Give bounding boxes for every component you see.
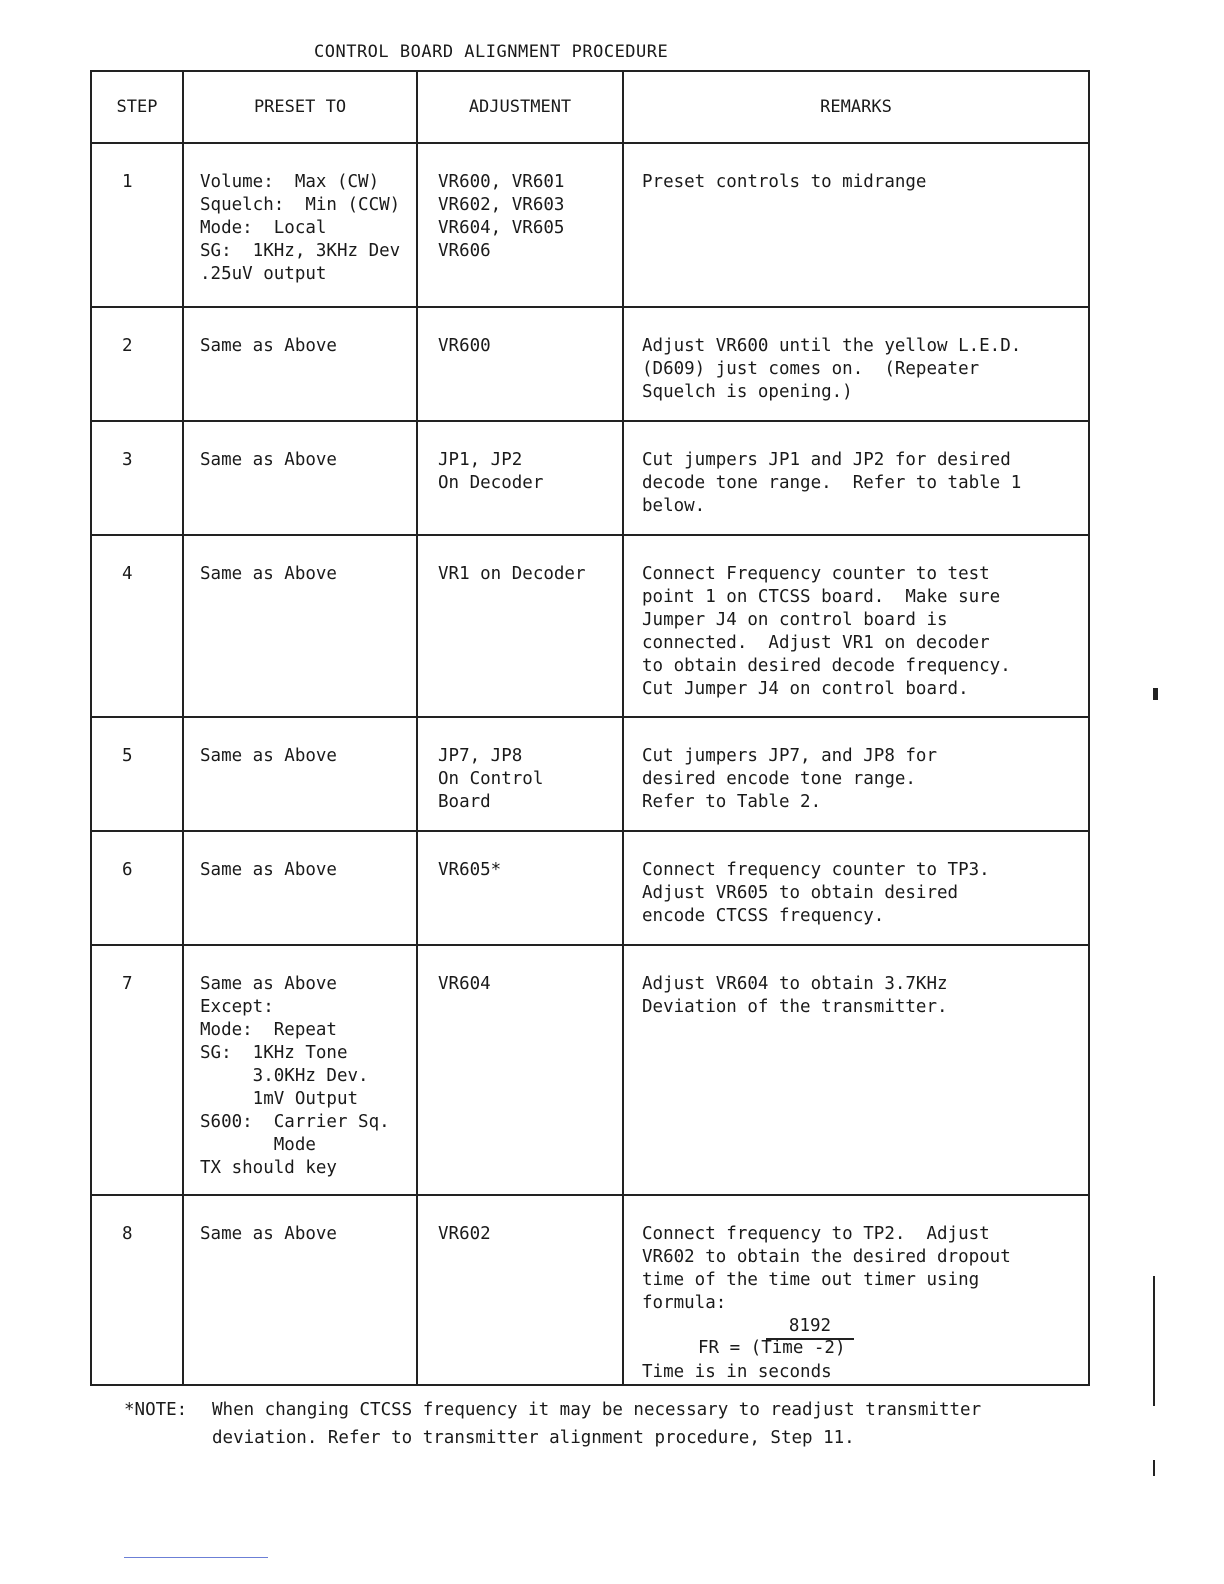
remarks-line: Connect frequency counter to TP3. [642,860,990,880]
alignment-table [90,70,1090,1386]
adjustment-cell [417,831,623,945]
adjustment-cell [417,421,623,535]
remarks-line: Adjust VR600 until the yellow L.E.D. [642,336,1022,356]
step-cell: 7 [91,945,183,1195]
preset-cell [183,945,417,1195]
preset-line: S600: Carrier Sq. [200,1112,390,1132]
preset-line: Same as Above [200,1224,337,1244]
table-header-row [91,71,1089,143]
remarks-line: Adjust VR604 to obtain 3.7KHz [642,974,948,994]
preset-line: Same as Above [200,860,337,880]
preset-line: Same as Above [200,564,337,584]
preset-cell [183,1195,417,1385]
note-line-2: deviation. Refer to transmitter alignment procedure, Step 11. [212,1428,855,1448]
step-cell: 6 [91,831,183,945]
remarks-line: Squelch is opening.) [642,382,853,402]
table-row [91,831,1089,945]
remarks-line: Cut Jumper J4 on control board. [642,679,969,699]
remarks-cell [623,1195,1089,1385]
remarks-line: Connect frequency to TP2. Adjust [642,1224,990,1244]
adjustment-cell [417,535,623,717]
preset-line: Same as Above [200,974,337,994]
preset-line: Same as Above [200,336,337,356]
preset-line: Mode: Repeat [200,1020,337,1040]
footnote [124,1396,1124,1452]
adjustment-line: VR600, VR601 [438,172,565,192]
formula-denominator: FR = (Time -2) [698,1338,846,1358]
divider [124,1557,268,1558]
remarks-line: point 1 on CTCSS board. Make sure [642,587,1001,607]
preset-line: 1mV Output [200,1089,359,1109]
table-row [91,535,1089,717]
step-cell: 2 [91,307,183,421]
preset-cell [183,535,417,717]
remarks-line: connected. Adjust VR1 on decoder [642,633,990,653]
note-label: *NOTE: [124,1400,188,1420]
adjustment-line: VR604, VR605 [438,218,565,238]
adjustment-line: VR602, VR603 [438,195,565,215]
preset-line: Same as Above [200,450,337,470]
preset-line: Mode [200,1135,316,1155]
margin-mark [1153,1276,1155,1406]
adjustment-line: VR600 [438,336,491,356]
adjustment-line: JP1, JP2 [438,450,523,470]
formula [642,1315,1078,1361]
adjustment-line: On Decoder [438,473,544,493]
step-cell: 1 [91,143,183,307]
preset-cell [183,421,417,535]
formula-numerator: 8192 [766,1315,854,1340]
preset-line: SG: 1KHz, 3KHz Dev [200,241,401,261]
table-row [91,143,1089,307]
preset-line: Mode: Local [200,218,327,238]
formula-note: Time is in seconds [642,1362,832,1382]
remarks-line: Jumper J4 on control board is [642,610,948,630]
header-remarks: REMARKS [623,71,1089,143]
preset-cell [183,307,417,421]
step-cell: 8 [91,1195,183,1385]
remarks-line: VR602 to obtain the desired dropout [642,1247,1011,1267]
step-cell: 5 [91,717,183,831]
remarks-cell [623,143,1089,307]
note-line-1: When changing CTCSS frequency it may be necessary to readjust transmitter [212,1400,982,1420]
remarks-cell [623,945,1089,1195]
adjustment-cell [417,1195,623,1385]
remarks-cell [623,831,1089,945]
remarks-line: decode tone range. Refer to table 1 [642,473,1022,493]
adjustment-line: VR1 on Decoder [438,564,586,584]
adjustment-cell [417,143,623,307]
preset-line: SG: 1KHz Tone [200,1043,348,1063]
remarks-cell [623,421,1089,535]
table-row [91,307,1089,421]
remarks-line: Preset controls to midrange [642,172,927,192]
remarks-line: Deviation of the transmitter. [642,997,948,1017]
remarks-cell [623,535,1089,717]
preset-line: Volume: Max (CW) [200,172,380,192]
adjustment-cell [417,945,623,1195]
remarks-line: (D609) just comes on. (Repeater [642,359,980,379]
margin-mark [1153,1460,1155,1476]
preset-cell [183,717,417,831]
table-row [91,945,1089,1195]
adjustment-cell [417,307,623,421]
table-row [91,1195,1089,1385]
adjustment-line: VR605* [438,860,502,880]
preset-line: Squelch: Min (CCW) [200,195,401,215]
header-step: STEP [91,71,183,143]
table-row [91,717,1089,831]
remarks-line: Cut jumpers JP1 and JP2 for desired [642,450,1011,470]
remarks-line: to obtain desired decode frequency. [642,656,1011,676]
adjustment-line: On Control [438,769,544,789]
adjustment-line: VR602 [438,1224,491,1244]
adjustment-line: VR604 [438,974,491,994]
remarks-line: time of the time out timer using [642,1270,980,1290]
remarks-line: desired encode tone range. [642,769,916,789]
preset-line: .25uV output [200,264,327,284]
remarks-line: Cut jumpers JP7, and JP8 for [642,746,938,766]
margin-mark [1153,688,1158,700]
preset-cell [183,143,417,307]
step-cell: 4 [91,535,183,717]
header-preset: PRESET TO [183,71,417,143]
preset-cell [183,831,417,945]
preset-line: Except: [200,997,274,1017]
adjustment-line: VR606 [438,241,491,261]
remarks-line: Refer to Table 2. [642,792,822,812]
adjustment-cell [417,717,623,831]
remarks-cell [623,307,1089,421]
remarks-line: below. [642,496,706,516]
step-cell: 3 [91,421,183,535]
table-row [91,421,1089,535]
remarks-cell [623,717,1089,831]
page-title: CONTROL BOARD ALIGNMENT PROCEDURE [314,42,669,62]
preset-line: 3.0KHz Dev. [200,1066,369,1086]
preset-line: TX should key [200,1158,337,1178]
remarks-line: Adjust VR605 to obtain desired [642,883,959,903]
adjustment-line: Board [438,792,491,812]
remarks-line: formula: [642,1293,727,1313]
remarks-line: Connect Frequency counter to test [642,564,990,584]
header-adjustment: ADJUSTMENT [417,71,623,143]
remarks-line: encode CTCSS frequency. [642,906,885,926]
adjustment-line: JP7, JP8 [438,746,523,766]
preset-line: Same as Above [200,746,337,766]
